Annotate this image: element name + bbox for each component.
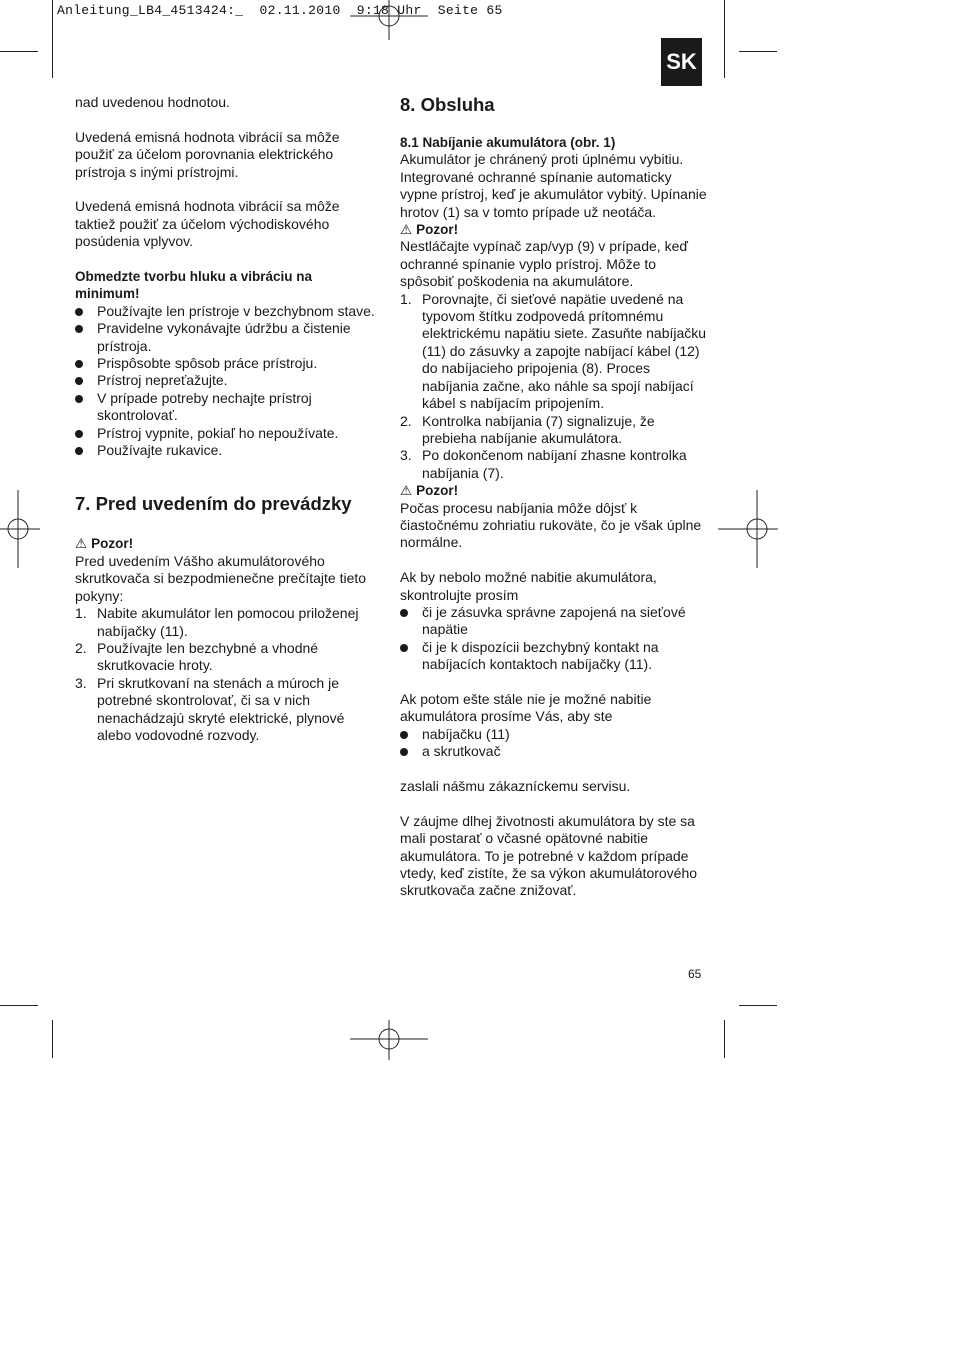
- list-item: Prístroj nepreťažujte.: [75, 372, 375, 389]
- list-item: nabíjačku (11): [400, 726, 710, 743]
- list-item: 1. Nabite akumulátor len pomocou priloženej nabíjačky (11).: [75, 605, 359, 639]
- list-item: 1. Porovnajte, či sieťové napätie uvedené na typovom štítku zodpovedá prítomnému elektrickému napätiu siete. Zasuňte nabíjačku (11) do zásuvky a zapojte nabíjací kábel (12) do nabíjacieho pripojenia (8). Proces nabíjania začne, ako náhle sa spojí nabíjací kábel s nabíjacím pripojením.: [400, 290, 707, 412]
- list-item: 2. Kontrolka nabíjania (7) signalizuje, že prebieha nabíjanie akumulátora.: [400, 412, 655, 446]
- paragraph: Akumulátor je chránený proti úplnému vybitiu. Integrované ochranné spínanie automaticky vypne prístroj, keď je akumulátor vybitý. Upínanie hrotov (1) sa v tomto prípade už neotáča.: [400, 151, 707, 220]
- list-item: 3. Pri skrutkovaní na stenách a múroch je potrebné skontrolovať, či sa v nich nenachádzajú skryté elektrické, plynové alebo vodovodné rozvody.: [75, 674, 345, 743]
- page-number: 65: [688, 967, 702, 981]
- subsection-heading: 8.1 Nabíjanie akumulátora (obr. 1): [400, 135, 616, 150]
- bullet-list: [400, 726, 710, 761]
- crop-mark: [0, 1005, 38, 1006]
- right-column: [400, 94, 710, 900]
- warning-icon: ⚠: [400, 483, 413, 499]
- left-column: [75, 94, 375, 744]
- numbered-list: [400, 291, 710, 482]
- list-item: Prístroj vypnite, pokiaľ ho nepoužívate.: [75, 425, 375, 442]
- warning-label: ⚠ Pozor!: [75, 536, 134, 552]
- paragraph: zaslali nášmu zákazníckemu servisu.: [400, 777, 631, 794]
- crop-mark: [0, 51, 38, 52]
- registration-mark-icon: [350, 1020, 428, 1060]
- crop-mark: [724, 0, 725, 78]
- warning-icon: ⚠: [400, 222, 413, 238]
- bullet-list: [75, 303, 375, 460]
- list-item: a skrutkovač: [400, 743, 710, 760]
- paragraph: Pred uvedením Vášho akumulátorového skrutkovača si bezpodmienečne prečítajte tieto pokyny:: [75, 552, 367, 604]
- paragraph: Nestláčajte vypínač zap/vyp (9) v prípade, keď ochranné spínanie vyplo prístroj. Môže to spôsobiť poškodenia na akumulátore.: [400, 238, 688, 290]
- paragraph: Ak by nebolo možné nabitie akumulátora, skontrolujte prosím: [400, 569, 657, 603]
- warning-icon: ⚠: [75, 536, 88, 552]
- section-heading: 8. Obsluha: [400, 94, 495, 115]
- list-item: Používajte len prístroje v bezchybnom stave.: [75, 303, 375, 320]
- numbered-list: [75, 605, 375, 744]
- registration-mark-icon: [0, 490, 40, 568]
- list-item: Používajte rukavice.: [75, 442, 375, 459]
- warning-label: ⚠ Pozor!: [400, 222, 459, 238]
- registration-mark-icon: [350, 0, 428, 40]
- bold-note: Obmedzte tvorbu hluku a vibráciu na minimum!: [75, 269, 313, 302]
- list-item: V prípade potreby nechajte prístroj skontrolovať.: [75, 390, 375, 425]
- paragraph: Ak potom ešte stále nie je možné nabitie akumulátora prosíme Vás, aby ste: [400, 690, 652, 725]
- bullet-list: [400, 604, 710, 674]
- list-item: 2. Používajte len bezchybné a vhodné skrutkovacie hroty.: [75, 639, 319, 674]
- paragraph: V záujme dlhej životnosti akumulátora by ste sa mali postarať o včasné opätovné nabitie akumulátora. To je potrebné v každom prípade vtedy, keď zistíte, že sa výkon akumulátorového skrutkovača začne znižovať.: [400, 812, 698, 899]
- print-header: Anleitung_LB4_4513424:_ 02.11.2010 9:18 Uhr Seite 65: [57, 3, 503, 18]
- paragraph: nad uvedenou hodnotou.: [75, 94, 230, 110]
- paragraph: Počas procesu nabíjania môže dôjsť k čiastočnému zohriatiu rukoväte, čo je však úplne normálne.: [400, 499, 702, 551]
- list-item: 3. Po dokončenom nabíjaní zhasne kontrolka nabíjania (7).: [400, 447, 687, 481]
- list-item: Prispôsobte spôsob práce prístroju.: [75, 355, 375, 372]
- paragraph: Uvedená emisná hodnota vibrácií sa môže taktiež použiť za účelom východiskového posúdenia vplyvov.: [75, 198, 340, 250]
- warning-label: ⚠ Pozor!: [400, 483, 459, 499]
- list-item: Pravidelne vykonávajte údržbu a čistenie prístroja.: [75, 320, 375, 355]
- list-item: či je zásuvka správne zapojená na sieťové napätie: [400, 604, 710, 639]
- registration-mark-icon: [718, 490, 778, 568]
- crop-mark: [724, 1020, 725, 1058]
- section-heading: 7. Pred uvedením do prevádzky: [75, 493, 352, 515]
- paragraph: Uvedená emisná hodnota vibrácií sa môže použiť za účelom porovnania elektrického prístroja s inými prístrojmi.: [75, 128, 340, 180]
- language-badge: SK: [661, 38, 702, 86]
- crop-mark: [739, 1005, 777, 1006]
- list-item: či je k dispozícii bezchybný kontakt na nabíjacích kontaktoch nabíjačky (11).: [400, 639, 710, 674]
- crop-mark: [52, 1020, 53, 1058]
- crop-mark: [52, 0, 53, 78]
- crop-mark: [739, 51, 777, 52]
